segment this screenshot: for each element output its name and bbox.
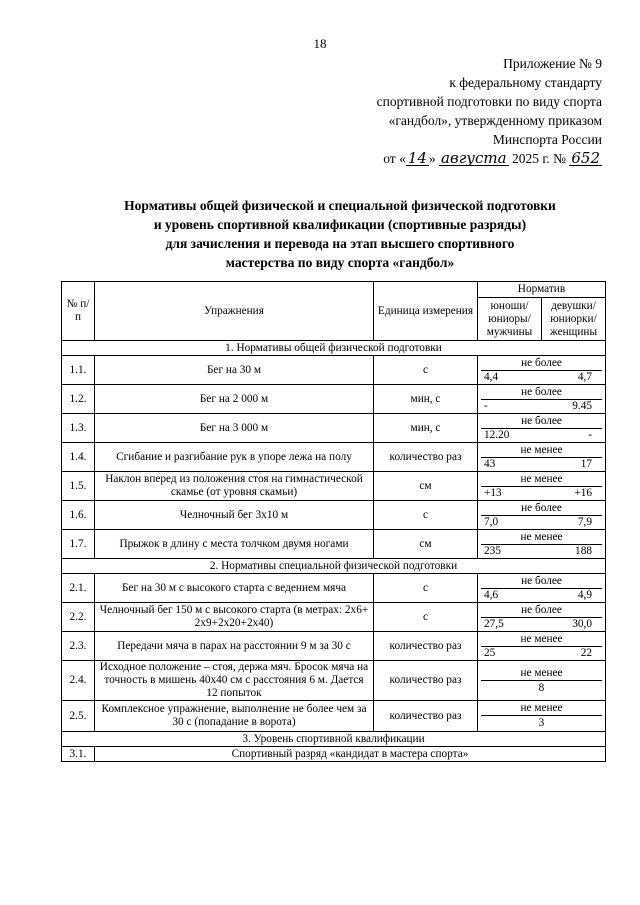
row-exercise: Бег на 30 м [95, 356, 374, 385]
norm-value-male: 12.20 [484, 429, 510, 441]
norm-condition: не более [481, 574, 602, 589]
date-year: 2025 г. № [511, 151, 566, 166]
row-unit: мин, с [374, 385, 478, 414]
norm-condition: не менее [481, 472, 602, 487]
row-unit: мин, с [374, 414, 478, 443]
row-number: 1.4. [62, 443, 95, 472]
row-number: 2.3. [62, 632, 95, 661]
row-norm-values [478, 501, 606, 530]
table-row [62, 701, 606, 732]
row-unit: с [374, 356, 478, 385]
page-number: 18 [313, 36, 327, 51]
norm-condition: не более [481, 414, 602, 429]
row-exercise: Бег на 3 000 м [95, 414, 374, 443]
header-unit: Единица измерения [374, 282, 478, 341]
handwritten-month: августа [441, 149, 507, 167]
date-prefix: от « [383, 151, 406, 166]
date-mid: » [428, 151, 436, 166]
row-norm-values [478, 472, 606, 501]
table-row [62, 385, 606, 414]
title-line: мастерства по виду спорта «гандбол» [225, 255, 455, 270]
row-exercise: Челночный бег 150 м с высокого старта (в метрах: 2х6+ 2х9+2х20+2х40) [95, 603, 374, 632]
table-row [62, 661, 606, 701]
section-heading: 1. Нормативы общей физической подготовки [62, 341, 606, 356]
row-norm-values [478, 632, 606, 661]
header-female: девушки/ юниорки/ женщины [542, 298, 606, 341]
table-row [62, 356, 606, 385]
row-exercise: Челночный бег 3х10 м [95, 501, 374, 530]
row-unit: количество раз [374, 632, 478, 661]
table-row [62, 530, 606, 559]
row-number: 2.1. [62, 574, 95, 603]
row-unit: количество раз [374, 701, 478, 732]
norm-condition: не более [481, 603, 602, 618]
order-date-line [340, 149, 602, 168]
row-number: 1.2. [62, 385, 95, 414]
norm-value-combined: 3 [538, 717, 545, 729]
row-exercise: Комплексное упражнение, выполнение не более чем за 30 с (попадание в ворота) [95, 701, 374, 732]
title-line: и уровень спортивной квалификации (спортивные разряды) [153, 217, 527, 232]
norm-condition: не менее [481, 701, 602, 716]
norm-value-male: 27,5 [484, 618, 504, 630]
row-exercise: Сгибание и разгибание рук в упоре лежа на полу [95, 443, 374, 472]
row-unit: с [374, 501, 478, 530]
row-norm-values [478, 574, 606, 603]
row-norm-values [478, 443, 606, 472]
section-heading: 3. Уровень спортивной квалификации [62, 732, 606, 747]
norm-condition: не более [481, 385, 602, 400]
section-heading: 2. Нормативы специальной физической подготовки [62, 559, 606, 574]
norm-value-female: +16 [574, 487, 592, 499]
norm-value-male: 25 [484, 647, 496, 659]
norm-value-male: - [484, 400, 488, 412]
header-male: юноши/ юниоры/ мужчины [478, 298, 542, 341]
norm-value-female: 30,0 [572, 618, 592, 630]
norm-value-male: 4,4 [484, 371, 499, 383]
row-number: 1.5. [62, 472, 95, 501]
table-row [62, 574, 606, 603]
row-number: 1.1. [62, 356, 95, 385]
header-num: № п/п [62, 282, 95, 341]
appendix-line: «гандбол», утвержденному приказом [388, 113, 602, 128]
norm-condition: не менее [481, 666, 602, 681]
table-row [62, 603, 606, 632]
title-line: Нормативы общей физической и специальной физической подготовки [124, 198, 556, 213]
table-row [62, 632, 606, 661]
row-exercise: Бег на 30 м с высокого старта с ведением мяча [95, 574, 374, 603]
row-exercise: Бег на 2 000 м [95, 385, 374, 414]
handwritten-order-number: 652 [571, 149, 600, 167]
table-row [62, 501, 606, 530]
row-exercise: Наклон вперед из положения стоя на гимнастической скамье (от уровня скамьи) [95, 472, 374, 501]
title-line: для зачисления и перевода на этап высшего спортивного [165, 236, 515, 251]
appendix-line: Минспорта России [492, 132, 602, 147]
table-row [62, 443, 606, 472]
row-norm-values [478, 661, 606, 701]
row-norm-values [478, 530, 606, 559]
header-exercise: Упражнения [95, 282, 374, 341]
norm-value-male: +13 [484, 487, 502, 499]
row-unit: с [374, 574, 478, 603]
row-exercise: Передачи мяча в парах на расстоянии 9 м за 30 с [95, 632, 374, 661]
row-norm-values [478, 414, 606, 443]
row-exercise: Прыжок в длину с места толчком двумя ногами [95, 530, 374, 559]
appendix-line: к федеральному стандарту [449, 75, 602, 90]
row-unit: см [374, 530, 478, 559]
appendix-line: спортивной подготовки по виду спорта [376, 94, 602, 109]
table-row [62, 472, 606, 501]
row-number: 3.1. [62, 747, 95, 762]
table-row [62, 747, 606, 762]
norm-condition: не менее [481, 443, 602, 458]
row-exercise: Спортивный разряд «кандидат в мастера спорта» [95, 747, 606, 762]
row-norm-values [478, 603, 606, 632]
row-number: 2.2. [62, 603, 95, 632]
norm-value-combined: 8 [538, 681, 545, 694]
row-number: 1.3. [62, 414, 95, 443]
norm-value-female: - [588, 429, 592, 441]
norm-value-female: 9.45 [572, 400, 592, 412]
table-row [62, 414, 606, 443]
document-title [60, 196, 620, 272]
norm-value-male: 4,6 [484, 589, 499, 601]
row-norm-values [478, 385, 606, 414]
row-norm-values [478, 701, 606, 732]
standards-table [61, 281, 606, 762]
norm-value-female: 4,7 [577, 371, 592, 383]
norm-value-female: 4,9 [577, 589, 592, 601]
row-number: 2.5. [62, 701, 95, 732]
row-number: 1.7. [62, 530, 95, 559]
norm-value-female: 188 [575, 545, 592, 557]
norm-value-male: 235 [484, 545, 501, 557]
norm-condition: не более [481, 501, 602, 516]
appendix-line: Приложение № 9 [503, 56, 602, 71]
row-number: 2.4. [62, 661, 95, 701]
norm-condition: не более [481, 356, 602, 371]
row-unit: с [374, 603, 478, 632]
appendix-block [340, 54, 602, 168]
norm-value-male: 43 [484, 458, 496, 470]
norm-value-male: 7,0 [484, 516, 499, 528]
norm-value-female: 17 [580, 458, 592, 470]
norm-condition: не менее [481, 632, 602, 647]
norm-condition: не менее [481, 530, 602, 545]
row-unit: количество раз [374, 661, 478, 701]
row-unit: количество раз [374, 443, 478, 472]
row-exercise: Исходное положение – стоя, держа мяч. Бросок мяча на точность в мишень 40х40 см с расстояния 6 м. Дается 12 попыток [95, 661, 374, 701]
header-norm: Норматив [478, 282, 606, 298]
handwritten-day: 14 [407, 149, 427, 167]
norm-value-female: 22 [580, 647, 592, 659]
norm-value-female: 7,9 [577, 516, 592, 528]
row-number: 1.6. [62, 501, 95, 530]
row-unit: см [374, 472, 478, 501]
row-norm-values [478, 356, 606, 385]
